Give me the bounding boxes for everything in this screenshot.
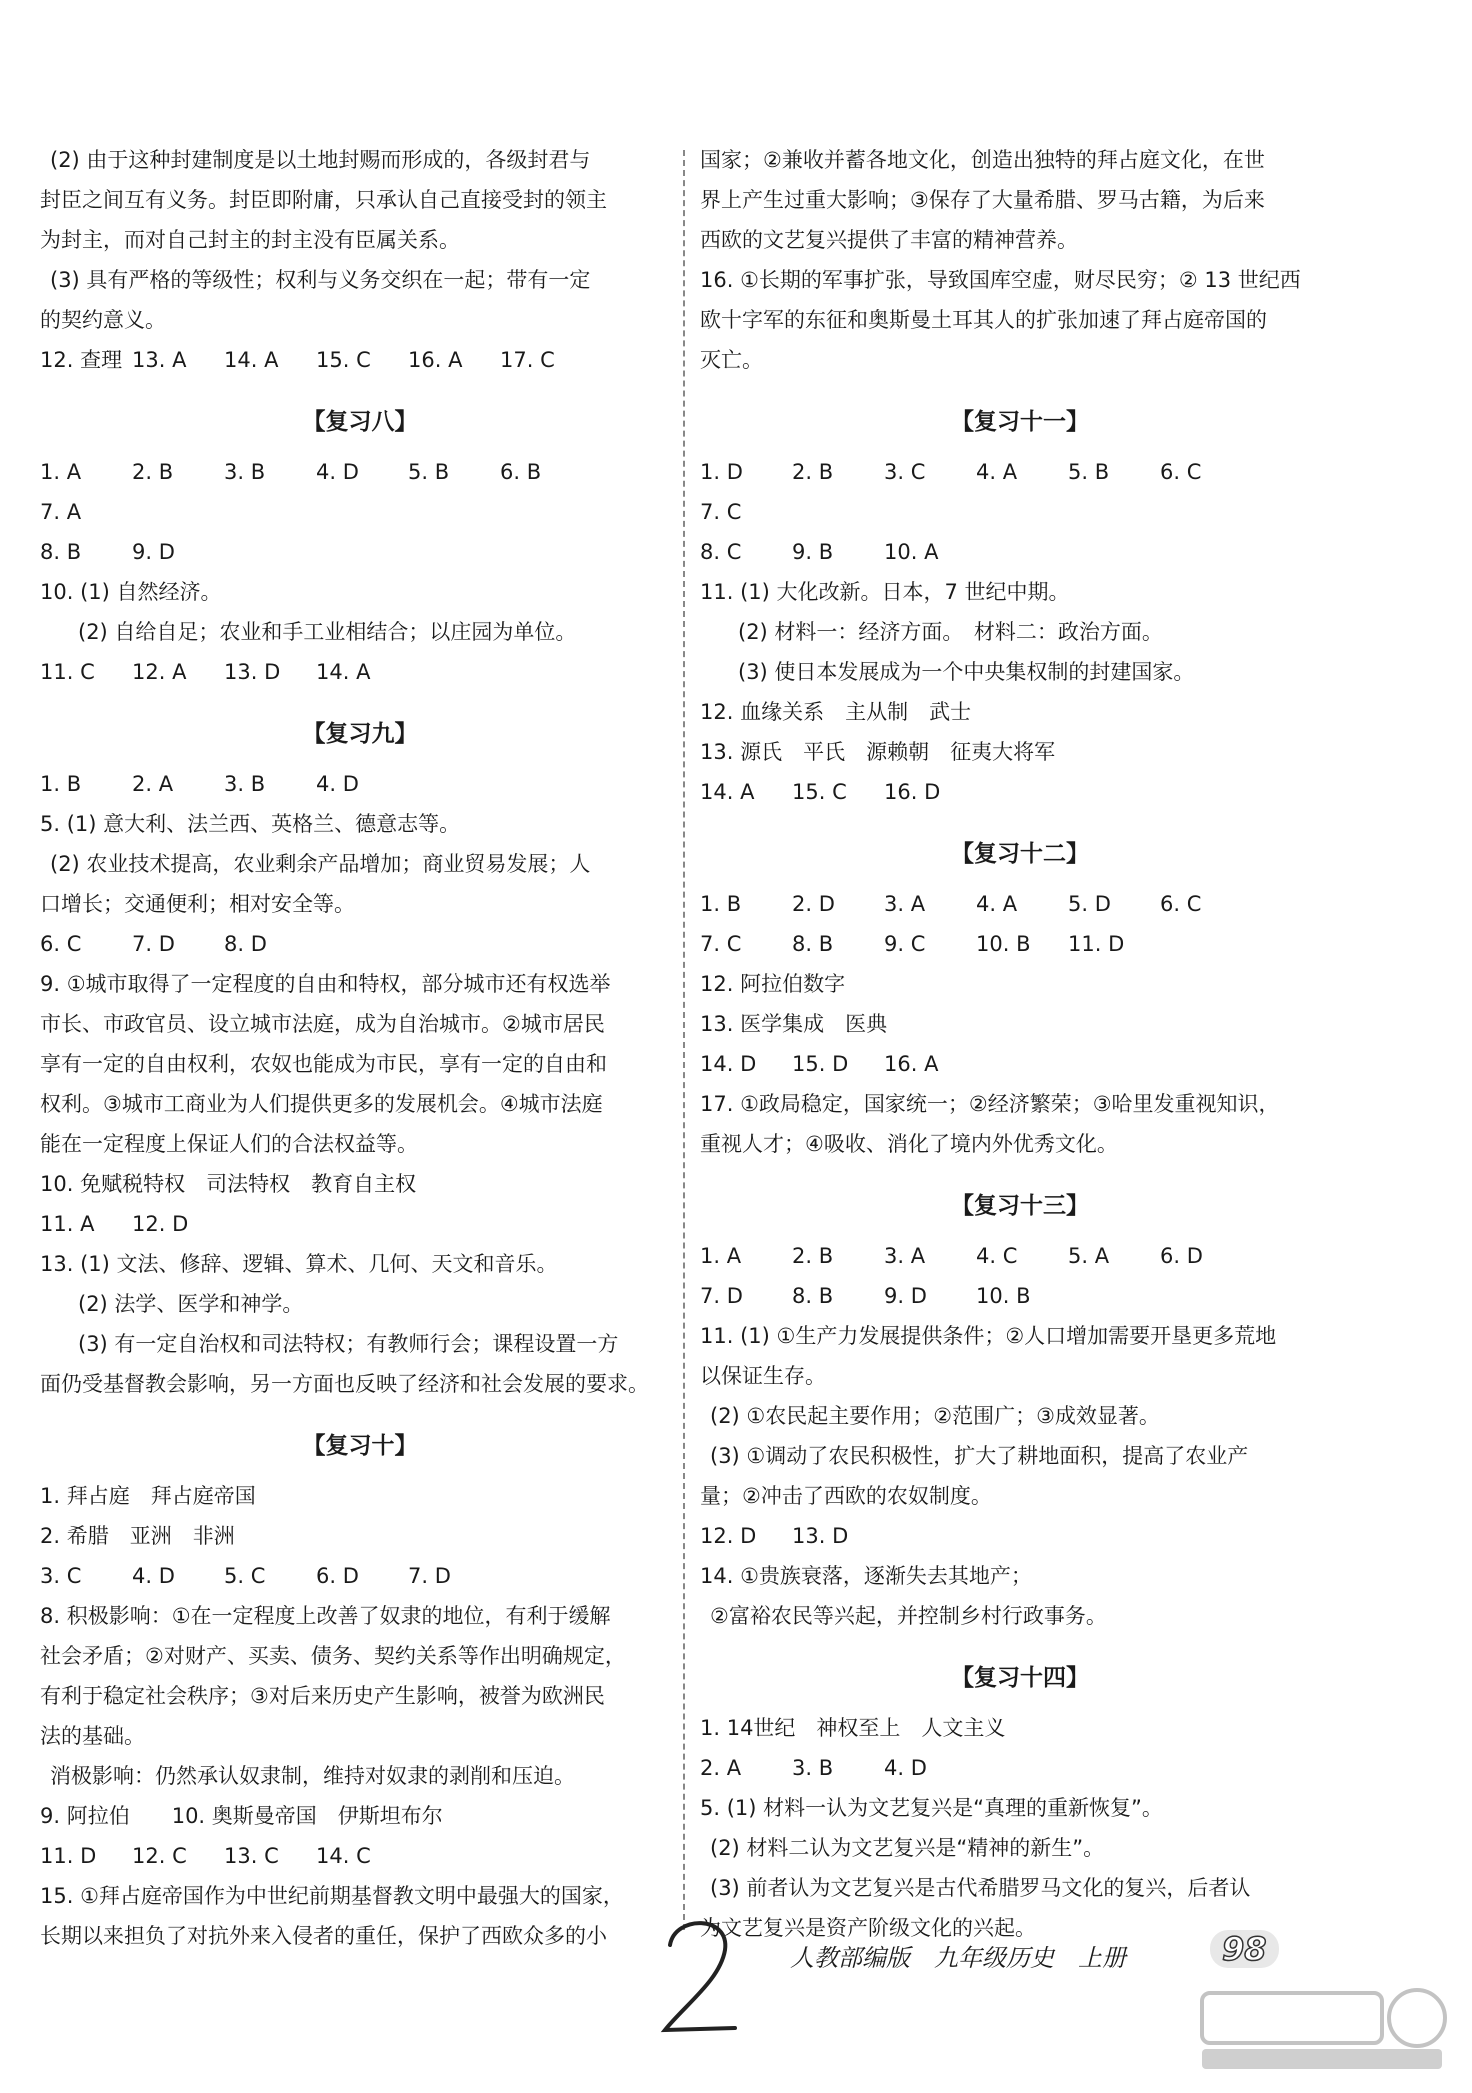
answer-item: 4. D [316,772,359,796]
page-number: 98 [1210,1930,1279,1968]
answer-row [700,452,1340,532]
text-line: 面仍受基督教会影响，另一方面也反映了经济和社会发展的要求。 [40,1372,649,1396]
answer-item: 9. D [884,1284,927,1308]
answer-item: 14. C [316,1844,371,1868]
answer-item: 6. D [316,1564,359,1588]
text-line: 封臣之间互有义务。封臣即附庸，只承认自己直接受封的领主 [40,188,607,212]
text-line: 2. 希腊 亚洲 非洲 [40,1524,235,1548]
text-line: 11. (1) ①生产力发展提供条件；②人口增加需要开垦更多荒地 [700,1324,1277,1348]
text-line: 国家；②兼收并蓄各地文化，创造出独特的拜占庭文化，在世 [700,148,1265,172]
answer-item: 16. D [884,780,941,804]
answer-item: 11. A [40,1212,95,1236]
answer-item: 14. A [224,348,279,372]
answer-item: 14. D [700,1052,757,1076]
text-line: 5. (1) 材料一认为文艺复兴是“真理的重新恢复”。 [700,1796,1163,1820]
text-line: 权利。③城市工商业为人们提供更多的发展机会。④城市法庭 [40,1092,603,1116]
answer-item: 13. D [224,660,281,684]
text-line: 1. 拜占庭 拜占庭帝国 [40,1484,256,1508]
text-line: 13. (1) 文法、修辞、逻辑、算术、几何、天文和音乐。 [40,1252,558,1276]
text-line: 的契约意义。 [40,308,166,332]
answer-row [40,924,680,964]
answer-item: 12. 查理 [40,348,123,372]
text-line: (2) 自给自足；农业和手工业相结合；以庄园为单位。 [78,620,577,644]
answer-item: 5. A [1068,1244,1110,1268]
answer-row [40,764,680,804]
text-line: 5. (1) 意大利、法兰西、英格兰、德意志等。 [40,812,461,836]
text-line: 11. (1) 大化改新。日本，7 世纪中期。 [700,580,1070,604]
answer-item: 12. C [132,1844,187,1868]
answer-item: 4. C [976,1244,1018,1268]
text-line: 15. ①拜占庭帝国作为中世纪前期基督教文明中最强大的国家， [40,1884,624,1908]
answer-item: 9. C [884,932,926,956]
answer-row [700,1748,1340,1788]
answer-item: 1. D [700,460,743,484]
text-line: (3) 使日本发展成为一个中央集权制的封建国家。 [738,660,1195,684]
answer-item: 17. C [500,348,555,372]
answer-item: 15. D [792,1052,849,1076]
text-line: 重视人才；④吸收、消化了境内外优秀文化。 [700,1132,1118,1156]
answer-item: 3. B [224,460,266,484]
answer-item: 7. C [700,500,742,524]
text-line: 为封主，而对自己封主的封主没有臣属关系。 [40,228,460,252]
answer-item: 15. C [792,780,847,804]
answer-item: 8. B [792,1284,834,1308]
text-line: 为文艺复兴是资产阶级文化的兴起。 [700,1916,1036,1940]
text-line: 西欧的文艺复兴提供了丰富的精神营养。 [700,228,1078,252]
text-line: ②富裕农民等兴起，并控制乡村行政事务。 [710,1604,1107,1628]
text-line: 16. ①长期的军事扩张，导致国库空虚，财尽民穷；② 13 世纪西 [700,268,1301,292]
answer-item: 1. A [700,1244,742,1268]
text-line: 12. 血缘关系 主从制 武士 [700,700,972,724]
answer-item: 8. B [792,932,834,956]
answer-row [700,884,1340,924]
answer-row [700,1516,1340,1556]
answer-row [40,532,680,572]
text-line: (3) 前者认为文艺复兴是古代希腊罗马文化的复兴，后者认 [710,1876,1251,1900]
watermark-logo [1192,1983,1452,2073]
answer-item: 3. C [40,1564,82,1588]
answer-row [40,340,680,380]
answer-item: 4. A [976,460,1018,484]
answer-row [40,452,680,532]
answer-item: 5. C [224,1564,266,1588]
answer-item: 1. B [700,892,742,916]
answer-item: 5. D [1068,892,1111,916]
answer-item: 11. D [1068,932,1125,956]
answer-item: 5. B [1068,460,1110,484]
answer-row [700,924,1340,964]
answer-item: 3. A [884,1244,926,1268]
answer-item: 9. B [792,540,834,564]
text-line: 8. 积极影响：①在一定程度上改善了奴隶的地位，有利于缓解 [40,1604,611,1628]
answer-item: 15. C [316,348,371,372]
answer-item: 8. B [40,540,82,564]
text-line: 长期以来担负了对抗外来入侵者的重任，保护了西欧众多的小 [40,1924,607,1948]
answer-item: 7. D [700,1284,743,1308]
answer-item: 16. A [884,1052,939,1076]
answer-item: 10. B [976,1284,1031,1308]
text-line: 14. ①贵族衰落，逐渐失去其地产； [700,1564,1032,1588]
section-heading: 【复习十三】 [951,1193,1089,1219]
text-line: 有利于稳定社会秩序；③对后来历史产生影响，被誉为欧洲民 [40,1684,605,1708]
text-line: 法的基础。 [40,1724,145,1748]
answer-item: 14. A [316,660,371,684]
answer-item: 3. B [792,1756,834,1780]
answer-item: 13. C [224,1844,279,1868]
answer-item: 2. B [132,460,174,484]
answer-item: 16. A [408,348,463,372]
answer-item: 8. C [700,540,742,564]
answer-item: 1. A [40,460,82,484]
answer-row [700,1236,1340,1276]
left-column [40,140,680,1956]
answer-row [700,532,1340,572]
answer-item: 3. A [884,892,926,916]
answer-item: 6. D [1160,1244,1203,1268]
answer-item: 12. D [132,1212,189,1236]
answer-item: 7. A [40,500,82,524]
text-line: 9. 阿拉伯 10. 奥斯曼帝国 伊斯坦布尔 [40,1804,443,1828]
text-line: 灭亡。 [700,348,763,372]
text-line: 1. 14世纪 神权至上 人文主义 [700,1716,1006,1740]
answer-item: 11. C [40,660,95,684]
text-line: (3) ①调动了农民积极性，扩大了耕地面积，提高了农业产 [710,1444,1249,1468]
answer-row [700,772,1340,812]
answer-item: 7. D [408,1564,451,1588]
answer-item: 1. B [40,772,82,796]
answer-item: 13. D [792,1524,849,1548]
answer-item: 2. A [132,772,174,796]
text-line: (2) 材料二认为文艺复兴是“精神的新生”。 [710,1836,1105,1860]
text-line: 口增长；交通便利；相对安全等。 [40,892,355,916]
answer-item: 6. C [1160,460,1202,484]
section-heading: 【复习十二】 [951,841,1089,867]
section-heading: 【复习九】 [302,721,418,747]
handwritten-mark [655,1910,745,2040]
answer-item: 4. D [884,1756,927,1780]
answer-item: 12. A [132,660,187,684]
answer-item: 4. D [132,1564,175,1588]
text-line: (2) 由于这种封建制度是以土地封赐而形成的，各级封君与 [50,148,591,172]
text-line: 界上产生过重大影响；③保存了大量希腊、罗马古籍，为后来 [700,188,1265,212]
answer-item: 11. D [40,1844,97,1868]
text-line: 以保证生存。 [700,1364,826,1388]
section-heading: 【复习十四】 [951,1665,1089,1691]
text-line: 10. (1) 自然经济。 [40,580,222,604]
answer-item: 14. A [700,780,755,804]
text-line: 9. ①城市取得了一定程度的自由和特权，部分城市还有权选举 [40,972,611,996]
text-line: 10. 免赋税特权 司法特权 教育自主权 [40,1172,417,1196]
answer-item: 4. A [976,892,1018,916]
section-heading: 【复习八】 [302,409,418,435]
answer-item: 10. A [884,540,939,564]
answer-item: 3. B [224,772,266,796]
answer-item: 6. C [40,932,82,956]
answer-item: 2. B [792,1244,834,1268]
text-line: (2) ①农民起主要作用；②范围广；③成效显著。 [710,1404,1160,1428]
answer-item: 6. B [500,460,542,484]
column-divider [683,150,685,1930]
text-line: 市长、市政官员、设立城市法庭，成为自治城市。②城市居民 [40,1012,605,1036]
answer-row [700,1276,1340,1316]
answer-item: 4. D [316,460,359,484]
text-line: 享有一定的自由权利，农奴也能成为市民，享有一定的自由和 [40,1052,607,1076]
answer-item: 5. B [408,460,450,484]
answer-item: 9. D [132,540,175,564]
answer-item: 10. B [976,932,1031,956]
section-heading: 【复习十】 [302,1433,418,1459]
answer-item: 7. C [700,932,742,956]
answer-item: 2. A [700,1756,742,1780]
answer-item: 13. A [132,348,187,372]
answer-row [40,1836,680,1876]
text-line: 13. 医学集成 医典 [700,1012,888,1036]
text-line: (2) 法学、医学和神学。 [78,1292,304,1316]
answer-item: 3. C [884,460,926,484]
text-line: 能在一定程度上保证人们的合法权益等。 [40,1132,418,1156]
text-line: (3) 有一定自治权和司法特权；有教师行会；课程设置一方 [78,1332,619,1356]
section-heading: 【复习十一】 [951,409,1089,435]
text-line: 量；②冲击了西欧的农奴制度。 [700,1484,992,1508]
text-line: (2) 材料一：经济方面。 材料二：政治方面。 [738,620,1163,644]
answer-row [700,1044,1340,1084]
answer-row [40,1556,680,1596]
answer-item: 7. D [132,932,175,956]
footer-book-title: 人教部编版 九年级历史 上册 [790,1944,1126,1972]
answer-item: 6. C [1160,892,1202,916]
text-line: 社会矛盾；②对财产、买卖、债务、契约关系等作出明确规定， [40,1644,626,1668]
text-line: (3) 具有严格的等级性；权利与义务交织在一起；带有一定 [50,268,591,292]
text-line: 欧十字军的东征和奥斯曼土耳其人的扩张加速了拜占庭帝国的 [700,308,1267,332]
text-line: 12. 阿拉伯数字 [700,972,846,996]
answer-row [40,1204,680,1244]
answer-item: 8. D [224,932,267,956]
text-line: 13. 源氏 平氏 源赖朝 征夷大将军 [700,740,1056,764]
right-column [700,140,1340,1948]
text-line: 消极影响：仍然承认奴隶制，维持对奴隶的剥削和压迫。 [50,1764,575,1788]
text-line: (2) 农业技术提高，农业剩余产品增加；商业贸易发展；人 [50,852,591,876]
answer-item: 12. D [700,1524,757,1548]
answer-item: 2. B [792,460,834,484]
text-line: 17. ①政局稳定，国家统一；②经济繁荣；③哈里发重视知识， [700,1092,1280,1116]
answer-item: 2. D [792,892,835,916]
answer-row [40,652,680,692]
